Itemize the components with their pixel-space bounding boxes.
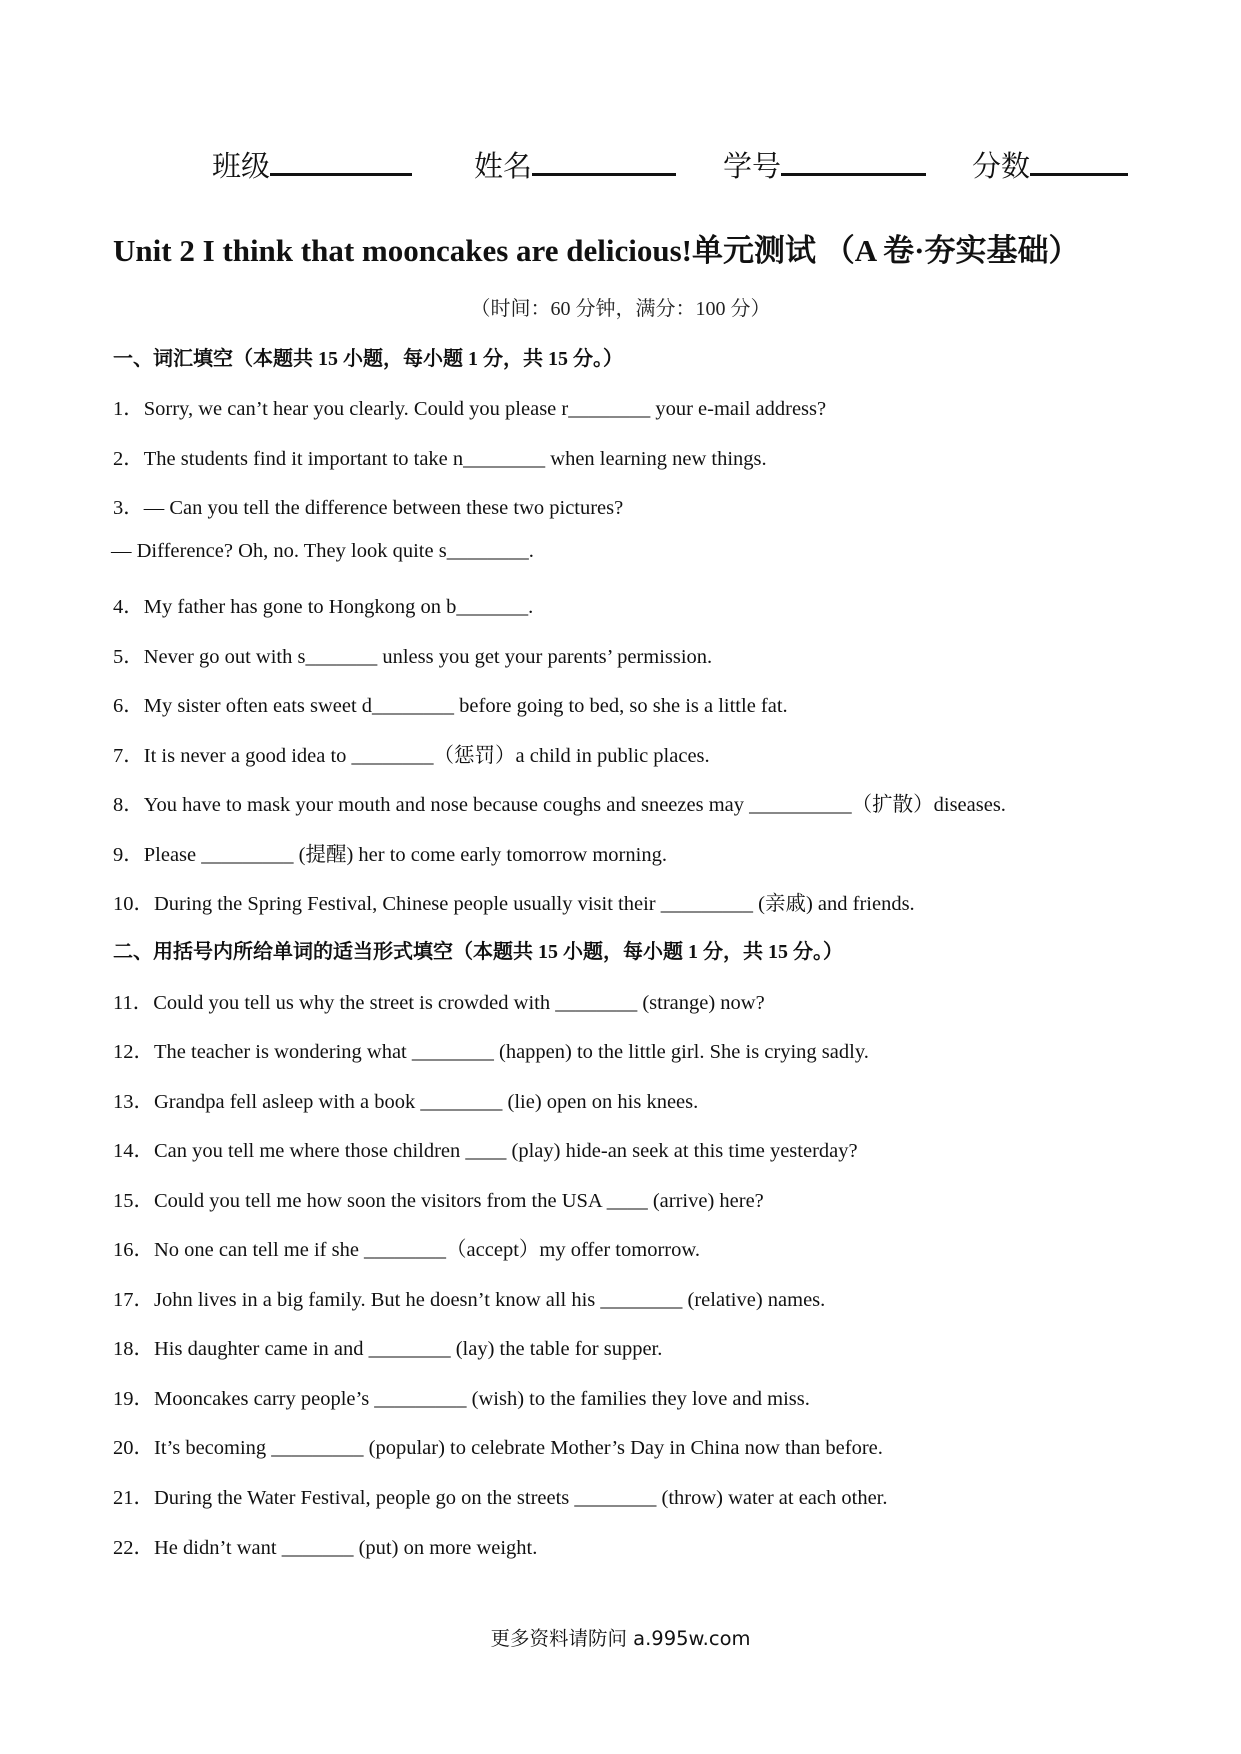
section-2-heading: 二、用括号内所给单词的适当形式填空（本题共 15 小题，每小题 1 分，共 15 分。）	[113, 941, 843, 963]
question-16: 16．No one can tell me if she ________（accept）my offer tomorrow.	[113, 1239, 700, 1261]
question-15: 15．Could you tell me how soon the visitors from the USA ____ (arrive) here?	[113, 1190, 764, 1212]
score-blank[interactable]	[1030, 143, 1128, 176]
question-14: 14．Can you tell me where those children ____ (play) hide-an seek at this time yesterday?	[113, 1140, 858, 1162]
score-field[interactable]	[972, 143, 1128, 185]
question-11: 11．Could you tell us why the street is crowded with ________ (strange) now?	[113, 992, 765, 1014]
name-label: 姓名	[474, 149, 533, 183]
test-subtitle: （时间：60 分钟，满分：100 分）	[470, 298, 771, 320]
question-1: 1．Sorry, we can’t hear you clearly. Could you please r________ your e-mail address?	[113, 398, 827, 420]
question-10: 10．During the Spring Festival, Chinese people usually visit their _________ (亲戚) and friends.	[113, 893, 915, 915]
question-3: 3．— Can you tell the difference between these two pictures?	[113, 497, 624, 519]
class-field[interactable]	[212, 143, 412, 185]
footer-link-text[interactable]: 更多资料请防问 a.995w.com	[490, 1627, 751, 1650]
score-label: 分数	[972, 149, 1031, 183]
question-19: 19．Mooncakes carry people’s _________ (wish) to the families they love and miss.	[113, 1388, 810, 1410]
question-17: 17．John lives in a big family. But he doesn’t know all his ________ (relative) names.	[113, 1289, 826, 1311]
question-2: 2．The students find it important to take n________ when learning new things.	[113, 448, 767, 470]
question-7: 7．It is never a good idea to ________（惩罚）a child in public places.	[113, 745, 710, 767]
name-blank[interactable]	[532, 143, 676, 176]
question-21: 21．During the Water Festival, people go on the streets ________ (throw) water at each other.	[113, 1487, 888, 1509]
question-13: 13．Grandpa fell asleep with a book ________ (lie) open on his knees.	[113, 1091, 699, 1113]
question-5: 5．Never go out with s_______ unless you get your parents’ permission.	[113, 646, 713, 668]
question-9: 9．Please _________ (提醒) her to come early tomorrow morning.	[113, 844, 667, 866]
student-info-header	[0, 143, 1241, 193]
section-1-heading: 一、词汇填空（本题共 15 小题，每小题 1 分，共 15 分。）	[113, 348, 623, 370]
question-12: 12．The teacher is wondering what ________ (happen) to the little girl. She is crying sadly.	[113, 1041, 869, 1063]
question-8: 8．You have to mask your mouth and nose because coughs and sneezes may __________（扩散）diseases.	[113, 794, 1006, 816]
question-18: 18．His daughter came in and ________ (lay) the table for supper.	[113, 1338, 663, 1360]
student-id-field[interactable]	[723, 143, 926, 185]
question-22: 22．He didn’t want _______ (put) on more weight.	[113, 1537, 538, 1559]
student-id-label: 学号	[723, 149, 782, 183]
test-title: Unit 2 I think that mooncakes are delicious!单元测试 （A 卷·夯实基础）	[113, 233, 1080, 268]
question-3-response: — Difference? Oh, no. They look quite s________.	[111, 540, 534, 562]
name-field[interactable]	[474, 143, 676, 185]
student-id-blank[interactable]	[781, 143, 926, 176]
class-label: 班级	[212, 149, 271, 183]
question-6: 6．My sister often eats sweet d________ before going to bed, so she is a little fat.	[113, 695, 788, 717]
question-20: 20．It’s becoming _________ (popular) to celebrate Mother’s Day in China now than before.	[113, 1437, 883, 1459]
class-blank[interactable]	[270, 143, 412, 176]
question-4: 4．My father has gone to Hongkong on b_______.	[113, 596, 534, 618]
